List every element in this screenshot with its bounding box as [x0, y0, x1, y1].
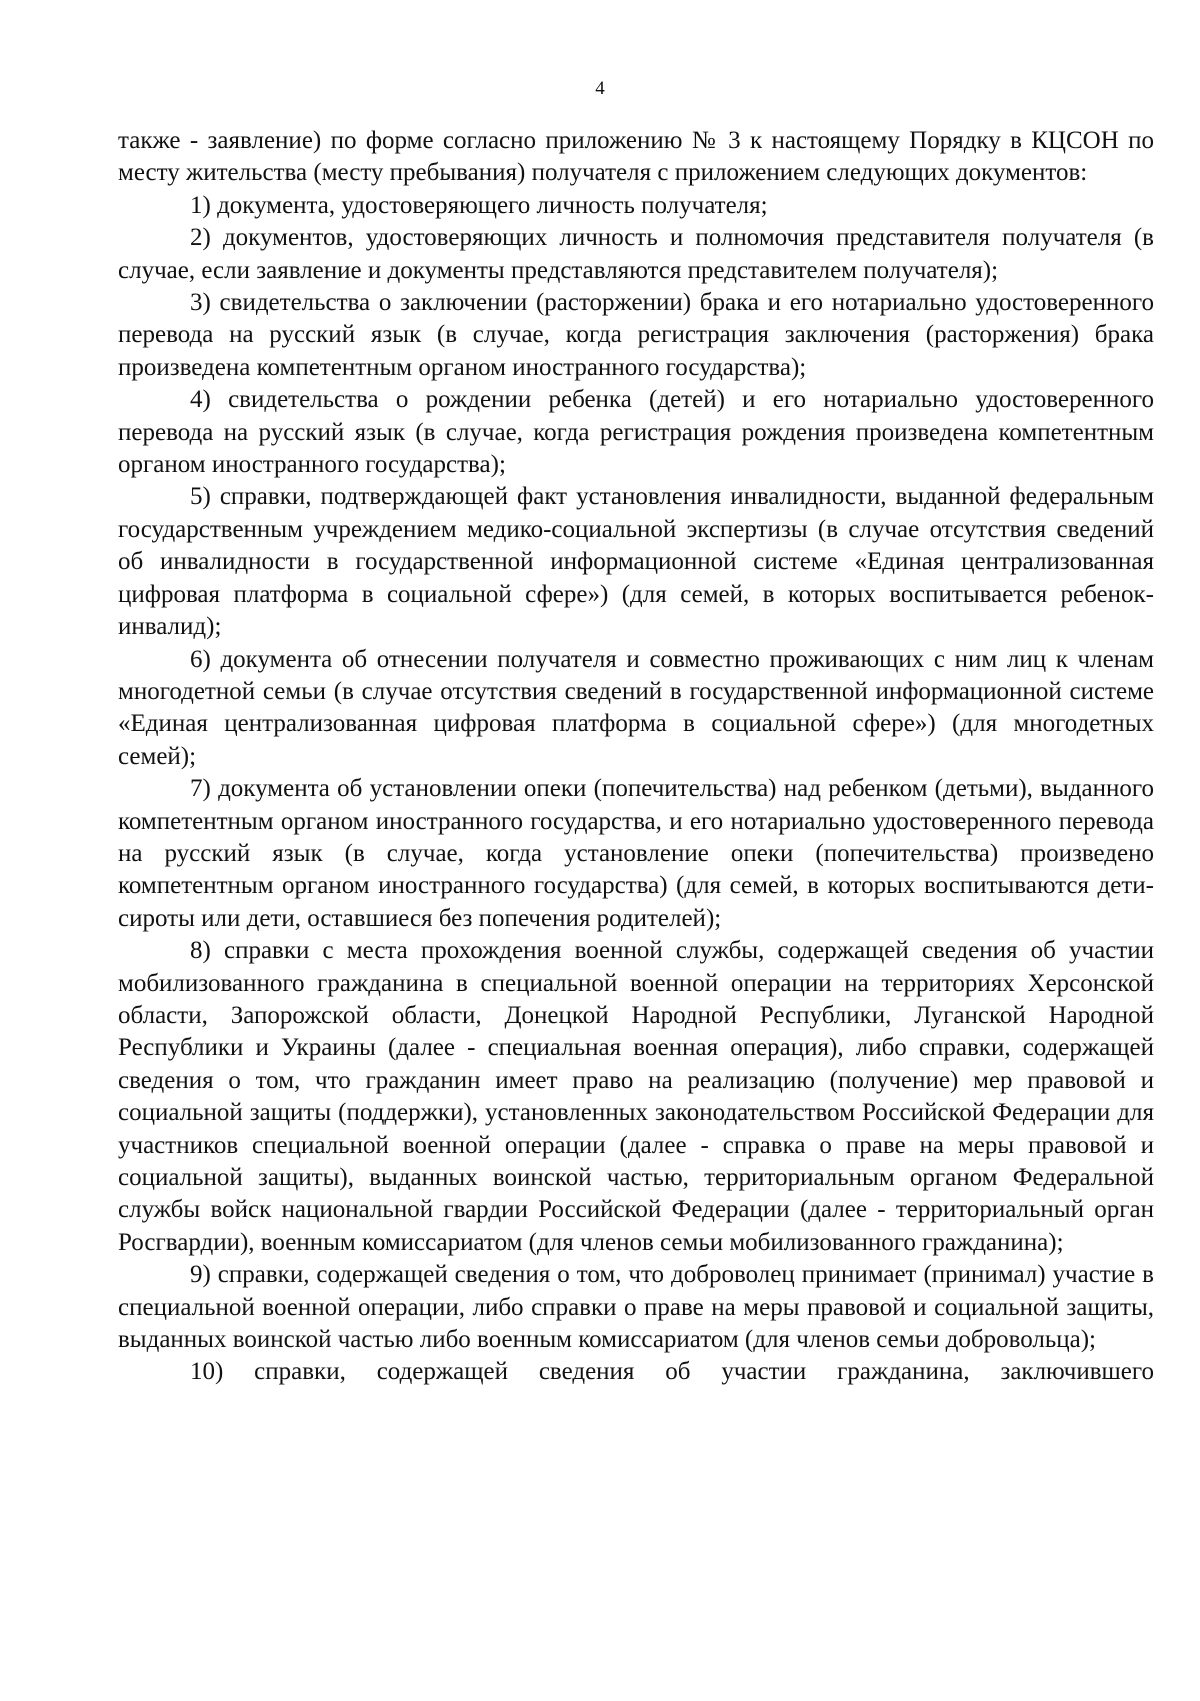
- list-item-1: 1) документа, удостоверяющего личность получателя;: [190, 191, 768, 219]
- document-body: [118, 125, 1154, 1389]
- list-item-3: 3) свидетельства о заключении (расторжении) брака и его нотариально удостоверенного перевода на русский язык (в случае, когда регистрация заключения (расторжения) брака произведена компетентным органом иностранного государства);: [118, 289, 1154, 381]
- list-item-4: 4) свидетельства о рождении ребенка (детей) и его нотариально удостоверенного перевода на русский язык (в случае, когда регистрация рождения произведена компетентным органом иностранного государства);: [118, 386, 1154, 479]
- list-item-7: 7) документа об установлении опеки (попечительства) над ребенком (детьми), выданного компетентным органом иностранного государства, и его нотариально удостоверенного перевода на русский язык (в случае, когда установление опеки (попечительства) произведено компетентным органом иностранного государства) (для семей, в которых воспитываются дети-сироты или дети, оставшиеся без попечения родителей);: [118, 775, 1154, 932]
- list-item-5: 5) справки, подтверждающей факт установления инвалидности, выданной федеральным государственным учреждением медико-социальной экспертизы (в случае отсутствия сведений об инвалидности в государственной информационной системе «Единая централизованная цифровая платформа в социальной сфере») (для семей, в которых воспитывается ребенок-инвалид);: [118, 483, 1154, 641]
- paragraph-intro: также - заявление) по форме согласно приложению № 3 к настоящему Порядку в КЦСОН по месту жительства (месту пребывания) получателя с приложением следующих документов:: [118, 127, 1154, 187]
- list-item-8: 8) справки с места прохождения военной службы, содержащей сведения об участии мобилизованного гражданина в специальной военной операции на территориях Херсонской области, Запорожской области, Донецкой Народной Республики, Луганской Народной Республики и Украины (далее - специальная военная операция), либо справки, содержащей сведения о том, что гражданин имеет право на реализацию (получение) мер правовой и социальной защиты (поддержки), установленных законодательством Российской Федерации для участников специальной военной операции (далее - справка о праве на меры правовой и социальной защиты), выданных воинской частью, территориальным органом Федеральной службы войск национальной гвардии Российской Федерации (далее - территориальный орган Росгвардии), военным комиссариатом (для членов семьи мобилизованного гражданина);: [118, 937, 1154, 1256]
- page-number: 4: [595, 78, 605, 99]
- list-item-10: 10) справки, содержащей сведения об участии гражданина, заключившего: [190, 1358, 1154, 1386]
- list-item-6: 6) документа об отнесении получателя и совместно проживающих с ним лиц к членам многодетной семьи (в случае отсутствия сведений в государственной информационной системе «Единая централизованная цифровая платформа в социальной сфере») (для многодетных семей);: [118, 645, 1154, 770]
- list-item-2: 2) документов, удостоверяющих личность и полномочия представителя получателя (в случае, если заявление и документы представляются представителем получателя);: [118, 224, 1154, 284]
- list-item-9: 9) справки, содержащей сведения о том, что доброволец принимает (принимал) участие в специальной военной операции, либо справки о праве на меры правовой и социальной защиты, выданных воинской частью либо военным комиссариатом (для членов семьи добровольца);: [118, 1261, 1154, 1354]
